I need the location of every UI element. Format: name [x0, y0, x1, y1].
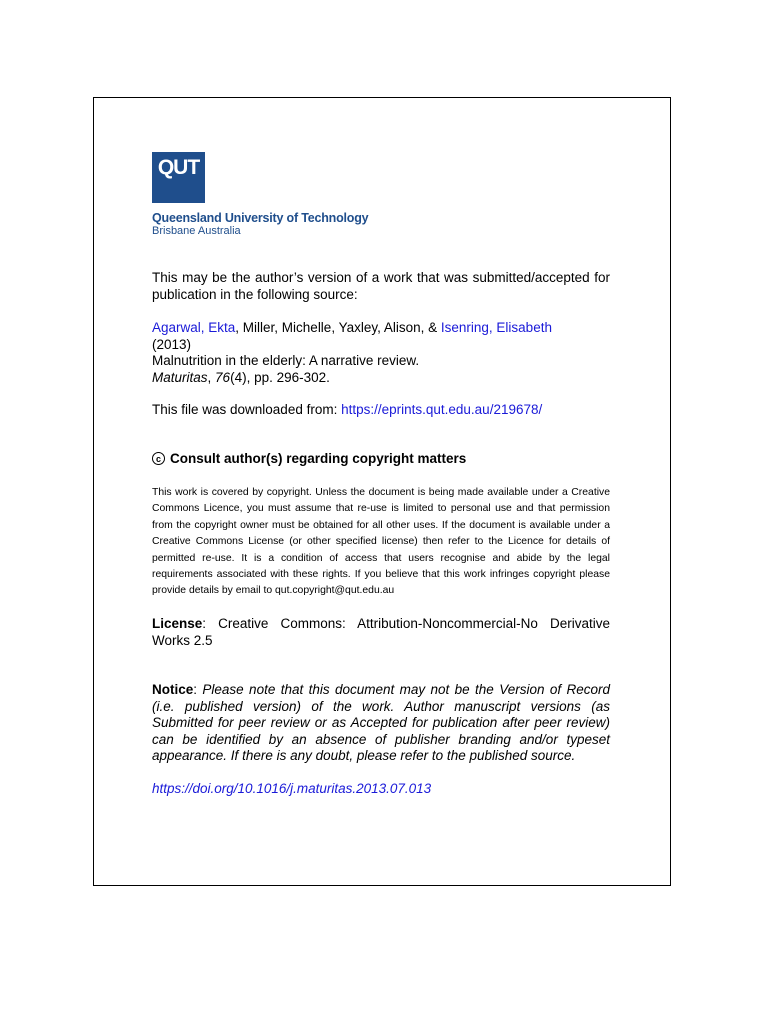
- eprints-link[interactable]: https://eprints.qut.edu.au/219678/: [341, 402, 543, 417]
- citation-title: Malnutrition in the elderly: A narrative review.: [152, 353, 420, 368]
- license-value: : Creative Commons: Attribution-Noncommercial-No Derivative Works 2.5: [152, 616, 610, 648]
- doi-link[interactable]: https://doi.org/10.1016/j.maturitas.2013.07.013: [152, 781, 432, 796]
- license-label: License: [152, 616, 203, 631]
- citation-year: (2013): [152, 336, 192, 352]
- author-link-agarwal[interactable]: Agarwal, Ekta: [152, 320, 236, 335]
- citation: [152, 320, 610, 386]
- download-label: This file was downloaded from:: [152, 402, 342, 417]
- citation-source: [152, 370, 610, 387]
- university-name: Queensland University of Technology: [152, 211, 369, 225]
- notice-sep: :: [193, 682, 203, 697]
- notice-label: Notice: [152, 682, 194, 697]
- notice-body: Please note that this document may not be the Version of Record (i.e. published version) of the work. Author manuscript versions (as Submitted for peer review or as Accepted for publication after peer review) can be identified by an absence of publisher branding and/or typeset appearance. If there is any doubt, please refer to the published source.: [152, 682, 610, 763]
- citation-authors: [152, 320, 610, 337]
- journal-sep: ,: [207, 369, 216, 385]
- authors-middle: , Miller, Michelle, Yaxley, Alison, &: [235, 320, 441, 335]
- qut-logo-mark: QUT: [157, 156, 200, 179]
- author-link-isenring[interactable]: Isenring, Elisabeth: [440, 320, 552, 335]
- copyright-heading-text: Consult author(s) regarding copyright matters: [170, 451, 467, 466]
- journal-name: Maturitas: [152, 369, 208, 385]
- download-line: [152, 402, 610, 419]
- intro-text: This may be the author’s version of a work that was submitted/accepted for publication in the following source:: [152, 270, 610, 302]
- copyright-body: This work is covered by copyright. Unless the document is being made available under a Creative Commons Licence, you must assume that re-use is limited to personal use and that permission from the copyright owner must be obtained for all other uses. If the document is available under a Creative Commons License (or other specified license) then refer to the Licence for details of permitted re-use. It is a condition of access that users recognise and abide by the legal requirements associated with these rights. If you believe that this work infringes copyright please provide details by email to qut.copyright@qut.edu.au: [152, 487, 610, 597]
- copyright-heading: [152, 451, 466, 466]
- qut-logo: [152, 152, 205, 203]
- notice-text: [152, 682, 610, 765]
- journal-volume: 76: [215, 369, 231, 385]
- university-location: Brisbane Australia: [152, 225, 241, 237]
- doi-line: [152, 781, 610, 798]
- copyright-icon: c: [152, 452, 165, 465]
- license-text: [152, 616, 610, 649]
- journal-issue-pages: (4), pp. 296-302.: [230, 369, 330, 385]
